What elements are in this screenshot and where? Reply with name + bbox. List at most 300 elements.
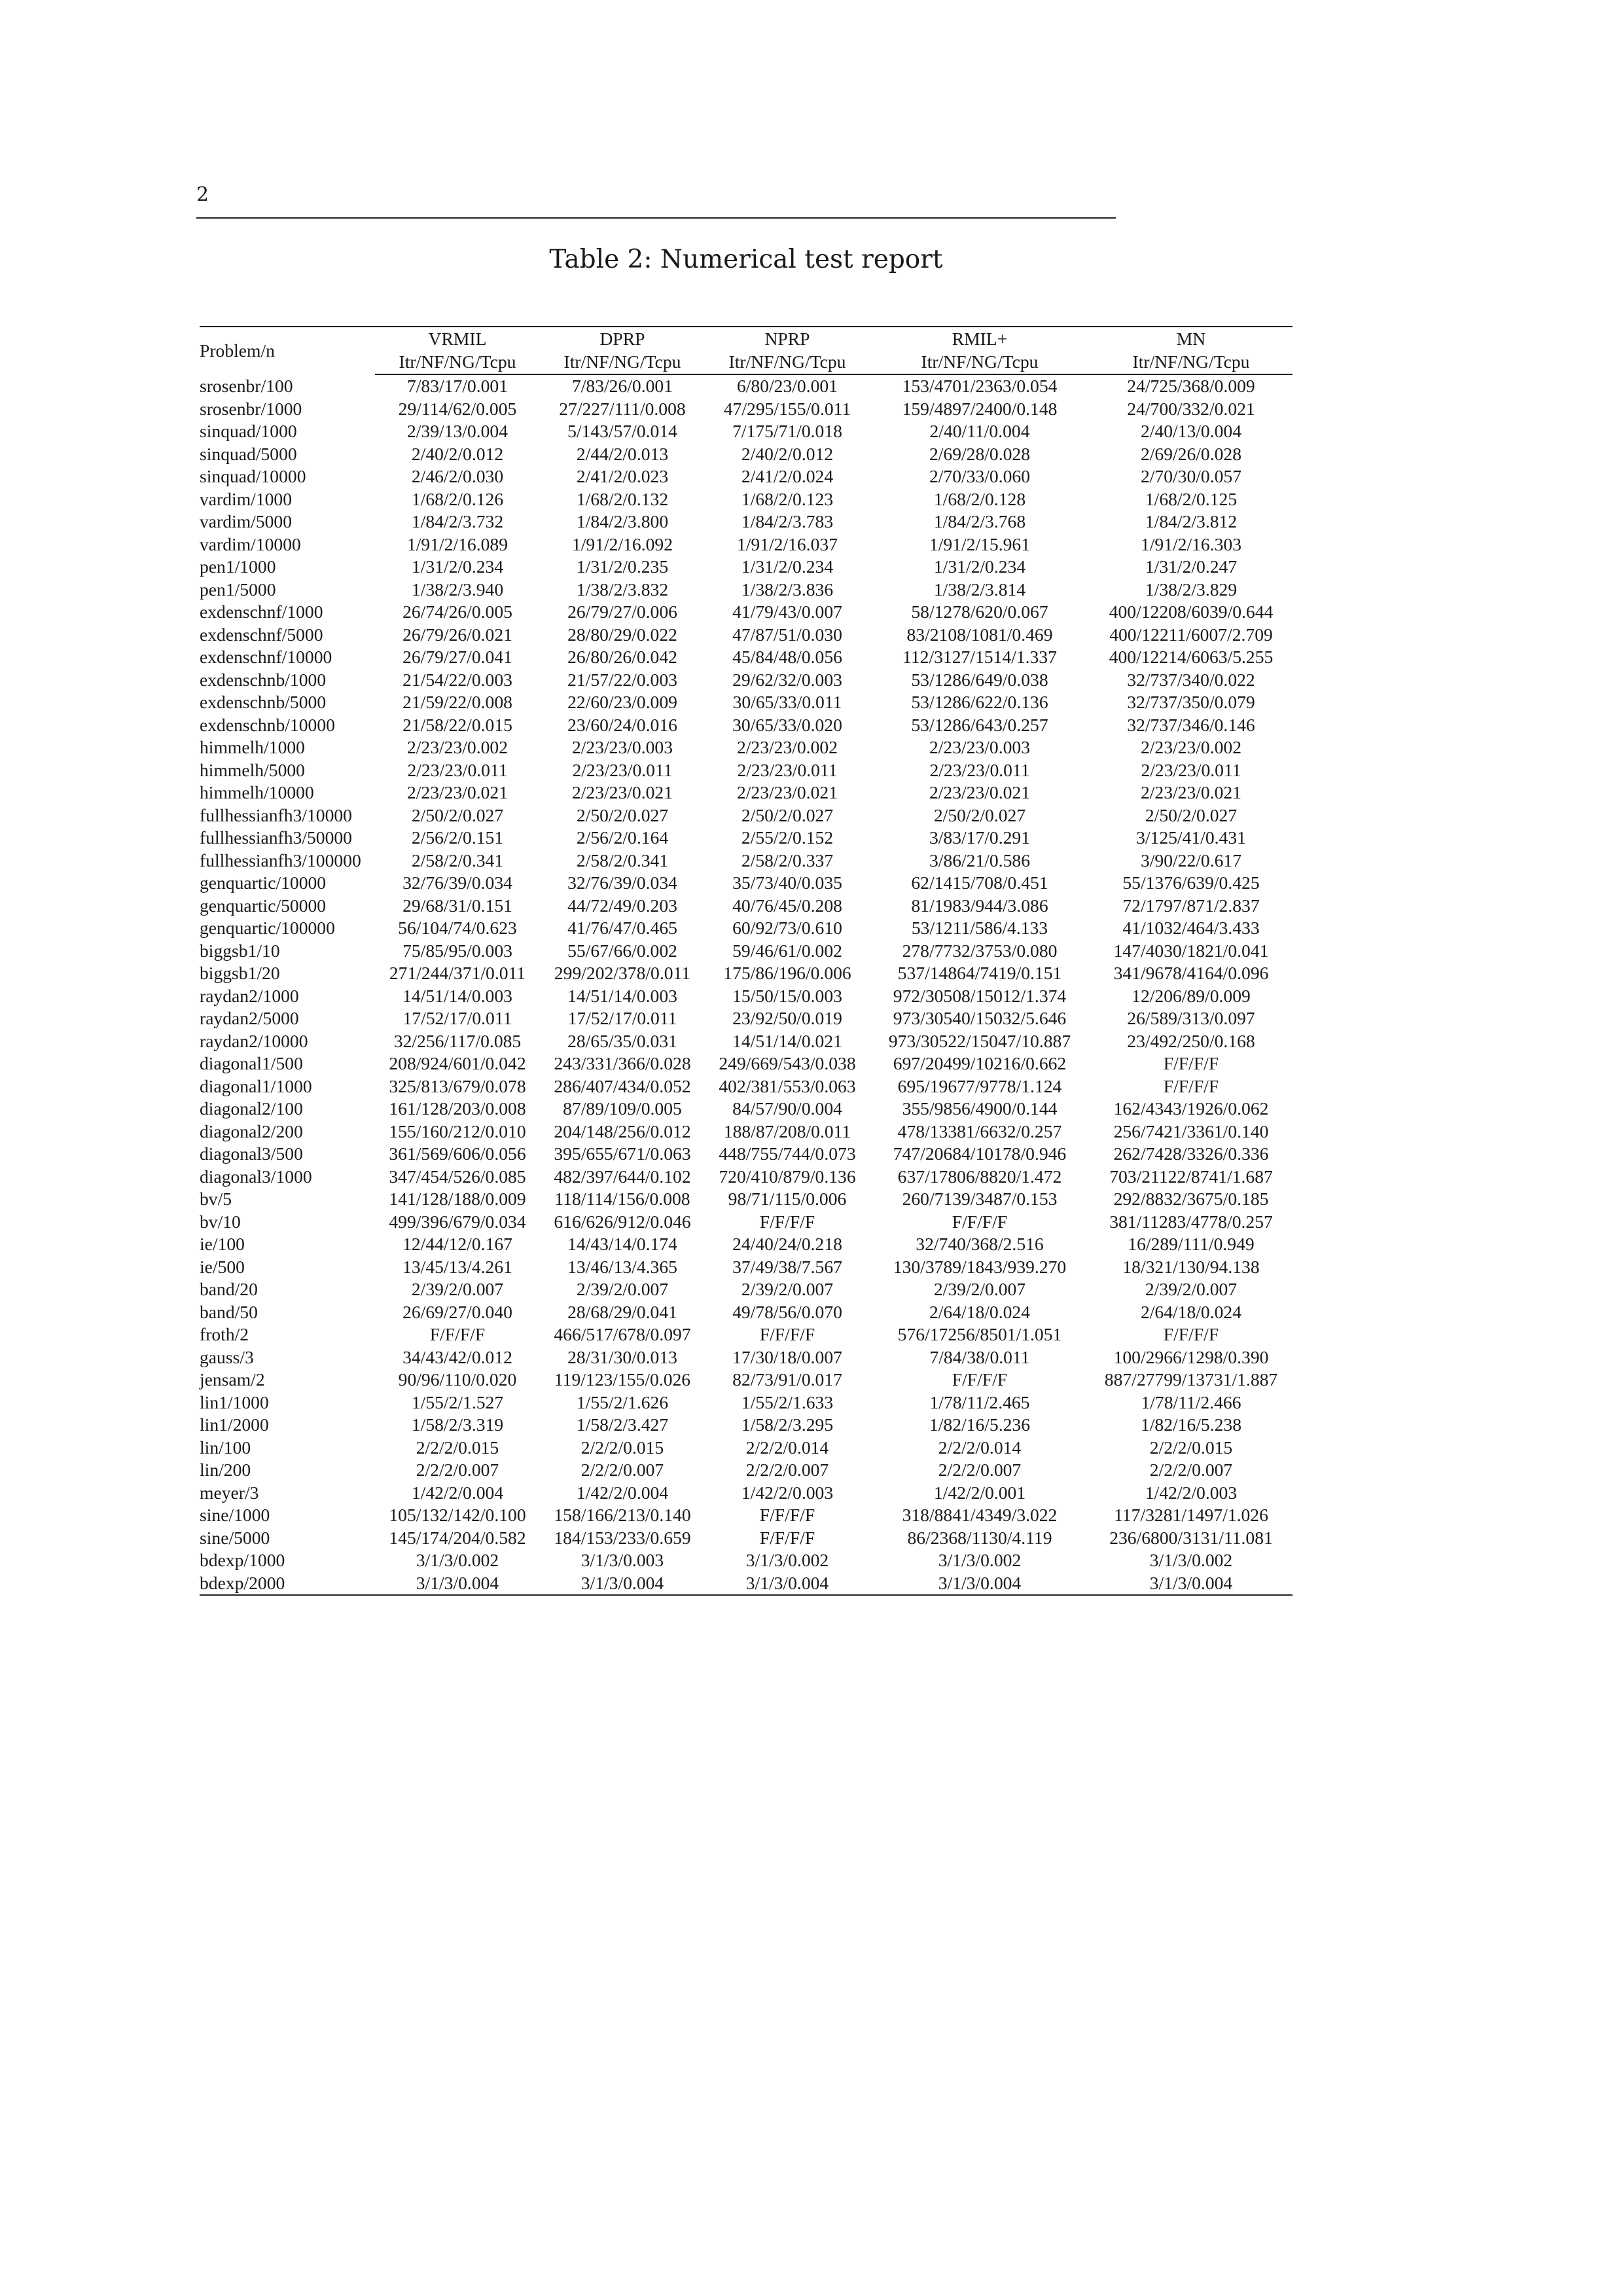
table-row bbox=[200, 1414, 1293, 1437]
result-cell: 55/1376/639/0.425 bbox=[1122, 872, 1260, 893]
result-cell: 2/40/13/0.004 bbox=[1140, 421, 1242, 441]
metric-subheader: Itr/NF/NG/Tcpu bbox=[705, 351, 870, 375]
result-cell: 2/64/18/0.024 bbox=[929, 1301, 1031, 1322]
result-cell: 2/70/30/0.057 bbox=[1140, 466, 1242, 486]
page-number: 2 bbox=[196, 183, 209, 206]
method-header-nprp: NPRP bbox=[705, 327, 870, 351]
result-cell: F/F/F/F bbox=[429, 1324, 486, 1344]
result-cell: 1/91/2/16.089 bbox=[406, 533, 508, 554]
result-cell: 60/92/73/0.610 bbox=[732, 918, 842, 938]
result-cell: 1/78/11/2.466 bbox=[1141, 1391, 1241, 1412]
result-cell: 41/79/43/0.007 bbox=[732, 601, 842, 622]
table-row bbox=[200, 1459, 1293, 1482]
result-cell: 3/1/3/0.004 bbox=[375, 1572, 540, 1596]
result-cell: 1/84/2/3.768 bbox=[933, 511, 1026, 531]
result-cell: 402/381/553/0.063 bbox=[719, 1075, 856, 1096]
result-cell: 17/52/17/0.011 bbox=[567, 1008, 677, 1028]
table-row bbox=[200, 465, 1293, 488]
result-cell: 2/2/2/0.007 bbox=[745, 1460, 829, 1480]
result-cell: 2/23/23/0.002 bbox=[736, 737, 838, 757]
result-cell: 53/1286/643/0.257 bbox=[911, 714, 1048, 735]
result-cell: 184/153/233/0.659 bbox=[554, 1527, 691, 1548]
result-cell: 3/1/3/0.004 bbox=[870, 1572, 1090, 1596]
result-cell: 2/58/2/0.337 bbox=[741, 850, 834, 870]
result-cell: 59/46/61/0.002 bbox=[732, 940, 842, 961]
problem-cell: genquartic/100000 bbox=[200, 918, 335, 938]
results-table-wrapper bbox=[200, 326, 1293, 1596]
problem-cell: diagonal1/500 bbox=[200, 1053, 303, 1073]
table-row bbox=[200, 1030, 1293, 1053]
problem-cell: pen1/5000 bbox=[200, 579, 276, 600]
problem-cell: fullhessianfh3/50000 bbox=[200, 827, 352, 848]
result-cell: 697/20499/10216/0.662 bbox=[893, 1053, 1067, 1073]
result-cell: 28/31/30/0.013 bbox=[567, 1346, 677, 1367]
result-cell: 2/23/23/0.011 bbox=[737, 759, 838, 780]
result-cell: 2/40/2/0.012 bbox=[741, 443, 834, 464]
problem-cell: biggsb1/20 bbox=[200, 963, 280, 983]
result-cell: 72/1797/871/2.837 bbox=[1122, 895, 1260, 916]
table-row bbox=[200, 736, 1293, 759]
result-cell: 14/51/14/0.021 bbox=[732, 1030, 842, 1051]
result-cell: 21/57/22/0.003 bbox=[567, 669, 677, 690]
result-cell: 2/2/2/0.015 bbox=[580, 1437, 664, 1458]
result-cell: 395/655/671/0.063 bbox=[554, 1143, 691, 1164]
table-row bbox=[200, 511, 1293, 533]
result-cell: 40/76/45/0.208 bbox=[732, 895, 842, 916]
result-cell: 112/3127/1514/1.337 bbox=[902, 647, 1057, 667]
metric-subheader: Itr/NF/NG/Tcpu bbox=[540, 351, 705, 375]
result-cell: 1/42/2/0.003 bbox=[741, 1482, 834, 1503]
problem-cell: genquartic/10000 bbox=[200, 872, 327, 893]
result-cell: 1/68/2/0.126 bbox=[411, 488, 504, 509]
table-row bbox=[200, 804, 1293, 827]
result-cell: 26/80/26/0.042 bbox=[567, 647, 677, 667]
result-cell: 3/1/3/0.004 bbox=[540, 1572, 705, 1596]
result-cell: 204/148/256/0.012 bbox=[554, 1121, 691, 1141]
result-cell: 26/79/27/0.006 bbox=[567, 601, 677, 622]
result-cell: 14/43/14/0.174 bbox=[567, 1234, 677, 1254]
result-cell: 2/56/2/0.151 bbox=[411, 827, 504, 848]
table-row bbox=[200, 872, 1293, 895]
result-cell: 1/31/2/0.247 bbox=[1145, 556, 1238, 577]
result-cell: 2/23/23/0.011 bbox=[1141, 759, 1241, 780]
result-cell: 1/31/2/0.234 bbox=[411, 556, 504, 577]
result-cell: 616/626/912/0.046 bbox=[554, 1211, 691, 1232]
problem-cell: band/50 bbox=[200, 1301, 258, 1322]
result-cell: 972/30508/15012/1.374 bbox=[893, 985, 1067, 1006]
table-row bbox=[200, 579, 1293, 601]
result-cell: 2/2/2/0.007 bbox=[416, 1460, 499, 1480]
table-row bbox=[200, 1369, 1293, 1391]
result-cell: 118/114/156/0.008 bbox=[554, 1189, 690, 1209]
table-row bbox=[200, 556, 1293, 579]
result-cell: 35/73/40/0.035 bbox=[732, 872, 842, 893]
problem-cell: lin/100 bbox=[200, 1437, 251, 1458]
result-cell: 243/331/366/0.028 bbox=[554, 1053, 691, 1073]
result-cell: 7/83/17/0.001 bbox=[406, 376, 508, 396]
result-cell: 41/76/47/0.465 bbox=[567, 918, 677, 938]
result-cell: F/F/F/F bbox=[759, 1211, 815, 1232]
result-cell: 2/50/2/0.027 bbox=[411, 804, 504, 825]
result-cell: 887/27799/13731/1.887 bbox=[1104, 1369, 1278, 1390]
result-cell: 1/38/2/3.836 bbox=[741, 579, 834, 600]
result-cell: 1/55/2/1.626 bbox=[576, 1391, 669, 1412]
result-cell: 24/725/368/0.009 bbox=[1127, 376, 1255, 396]
table-row bbox=[200, 1256, 1293, 1279]
result-cell: 188/87/208/0.011 bbox=[723, 1121, 851, 1141]
result-cell: 90/96/110/0.020 bbox=[398, 1369, 517, 1390]
table-row bbox=[200, 1007, 1293, 1030]
result-cell: 1/38/2/3.814 bbox=[933, 579, 1026, 600]
problem-column-header: Problem/n bbox=[200, 327, 375, 374]
result-cell: F/F/F/F bbox=[1163, 1053, 1219, 1073]
result-cell: 12/44/12/0.167 bbox=[402, 1234, 512, 1254]
table-row bbox=[200, 985, 1293, 1008]
problem-cell: vardim/10000 bbox=[200, 533, 301, 554]
result-cell: 361/569/606/0.056 bbox=[389, 1143, 526, 1164]
result-cell: 2/2/2/0.015 bbox=[416, 1437, 499, 1458]
result-cell: 2/2/2/0.007 bbox=[938, 1460, 1022, 1480]
result-cell: 448/755/744/0.073 bbox=[719, 1143, 856, 1164]
result-cell: 3/90/22/0.617 bbox=[1140, 850, 1242, 870]
result-cell: 147/4030/1821/0.041 bbox=[1113, 940, 1269, 961]
result-cell: 2/23/23/0.011 bbox=[407, 759, 508, 780]
result-cell: 23/60/24/0.016 bbox=[567, 714, 677, 735]
result-cell: 45/84/48/0.056 bbox=[732, 647, 842, 667]
result-cell: 1/91/2/16.037 bbox=[736, 533, 838, 554]
table-row bbox=[200, 374, 1293, 398]
result-cell: 1/31/2/0.234 bbox=[741, 556, 834, 577]
result-cell: 3/86/21/0.586 bbox=[929, 850, 1031, 870]
result-cell: 2/46/2/0.030 bbox=[411, 466, 504, 486]
result-cell: 62/1415/708/0.451 bbox=[911, 872, 1048, 893]
result-cell: 1/31/2/0.235 bbox=[576, 556, 669, 577]
table-row bbox=[200, 624, 1293, 647]
result-cell: 32/740/368/2.516 bbox=[916, 1234, 1044, 1254]
result-cell: 3/83/17/0.291 bbox=[929, 827, 1031, 848]
table-row bbox=[200, 714, 1293, 737]
metric-subheader: Itr/NF/NG/Tcpu bbox=[375, 351, 540, 375]
result-cell: 2/64/18/0.024 bbox=[1140, 1301, 1242, 1322]
result-cell: 32/737/340/0.022 bbox=[1127, 669, 1255, 690]
result-cell: 2/39/2/0.007 bbox=[576, 1279, 669, 1299]
table-head bbox=[200, 327, 1293, 374]
problem-cell: exdenschnb/10000 bbox=[200, 714, 335, 735]
result-cell: 29/62/32/0.003 bbox=[732, 669, 842, 690]
table-row bbox=[200, 827, 1293, 850]
problem-cell: gauss/3 bbox=[200, 1346, 254, 1367]
result-cell: 355/9856/4900/0.144 bbox=[902, 1098, 1058, 1119]
table-row bbox=[200, 1233, 1293, 1256]
problem-cell: diagonal3/500 bbox=[200, 1143, 303, 1164]
table-row bbox=[200, 1121, 1293, 1143]
table-row bbox=[200, 646, 1293, 669]
problem-cell: vardim/1000 bbox=[200, 488, 293, 509]
method-header-dprp: DPRP bbox=[540, 327, 705, 351]
table-row bbox=[200, 420, 1293, 443]
result-cell: 2/23/23/0.011 bbox=[572, 759, 673, 780]
result-cell: 381/11283/4778/0.257 bbox=[1109, 1211, 1273, 1232]
result-cell: 105/132/142/0.100 bbox=[389, 1505, 526, 1525]
result-cell: 1/84/2/3.812 bbox=[1145, 511, 1238, 531]
problem-cell: diagonal1/1000 bbox=[200, 1075, 312, 1096]
result-cell: 703/21122/8741/1.687 bbox=[1109, 1166, 1273, 1187]
problem-cell: ie/500 bbox=[200, 1256, 245, 1277]
problem-cell: fullhessianfh3/100000 bbox=[200, 850, 361, 870]
result-cell: 2/23/23/0.002 bbox=[1140, 737, 1242, 757]
table-row bbox=[200, 488, 1293, 511]
result-cell: 30/65/33/0.020 bbox=[732, 714, 842, 735]
result-cell: 2/39/2/0.007 bbox=[1145, 1279, 1238, 1299]
table-row bbox=[200, 601, 1293, 624]
result-cell: 347/454/526/0.085 bbox=[389, 1166, 526, 1187]
result-cell: 341/9678/4164/0.096 bbox=[1113, 963, 1269, 983]
result-cell: 292/8832/3675/0.185 bbox=[1113, 1189, 1269, 1209]
result-cell: 16/289/111/0.949 bbox=[1128, 1234, 1255, 1254]
result-cell: 27/227/111/0.008 bbox=[559, 398, 686, 419]
result-cell: 117/3281/1497/1.026 bbox=[1114, 1505, 1268, 1525]
problem-cell: sine/5000 bbox=[200, 1527, 270, 1548]
result-cell: 2/2/2/0.007 bbox=[580, 1460, 664, 1480]
problem-cell: himmelh/5000 bbox=[200, 759, 305, 780]
result-cell: 30/65/33/0.011 bbox=[732, 692, 842, 712]
result-cell: 98/71/115/0.006 bbox=[728, 1189, 847, 1209]
result-cell: 747/20684/10178/0.946 bbox=[893, 1143, 1067, 1164]
result-cell: 1/68/2/0.132 bbox=[576, 488, 669, 509]
result-cell: 260/7139/3487/0.153 bbox=[902, 1189, 1058, 1209]
result-cell: 466/517/678/0.097 bbox=[554, 1324, 691, 1344]
problem-cell: bdexp/2000 bbox=[200, 1572, 375, 1596]
table-row bbox=[200, 850, 1293, 872]
result-cell: 26/69/27/0.040 bbox=[402, 1301, 512, 1322]
table-row bbox=[200, 781, 1293, 804]
result-cell: 24/40/24/0.218 bbox=[732, 1234, 842, 1254]
result-cell: 973/30540/15032/5.646 bbox=[893, 1008, 1067, 1028]
result-cell: 1/68/2/0.123 bbox=[741, 488, 834, 509]
result-cell: 2/2/2/0.015 bbox=[1149, 1437, 1233, 1458]
result-cell: 155/160/212/0.010 bbox=[389, 1121, 526, 1141]
result-cell: 22/60/23/0.009 bbox=[567, 692, 677, 712]
result-cell: 478/13381/6632/0.257 bbox=[897, 1121, 1062, 1141]
table-body bbox=[200, 374, 1293, 1595]
result-cell: F/F/F/F bbox=[1163, 1324, 1219, 1344]
problem-cell: bv/10 bbox=[200, 1211, 241, 1232]
result-cell: 576/17256/8501/1.051 bbox=[897, 1324, 1062, 1344]
result-cell: 53/1286/622/0.136 bbox=[911, 692, 1048, 712]
result-cell: 2/39/13/0.004 bbox=[406, 421, 508, 441]
result-cell: 400/12211/6007/2.709 bbox=[1109, 624, 1273, 645]
table-row bbox=[200, 443, 1293, 466]
result-cell: F/F/F/F bbox=[759, 1527, 815, 1548]
result-cell: F/F/F/F bbox=[759, 1505, 815, 1525]
problem-cell: himmelh/1000 bbox=[200, 737, 305, 757]
result-cell: 1/55/2/1.527 bbox=[411, 1391, 504, 1412]
results-table bbox=[200, 326, 1293, 1596]
result-cell: 2/2/2/0.014 bbox=[938, 1437, 1022, 1458]
result-cell: 1/38/2/3.832 bbox=[576, 579, 669, 600]
problem-cell: band/20 bbox=[200, 1279, 258, 1299]
result-cell: 53/1211/586/4.133 bbox=[911, 918, 1048, 938]
result-cell: 32/737/346/0.146 bbox=[1127, 714, 1255, 735]
table-row bbox=[200, 1437, 1293, 1460]
result-cell: 158/166/213/0.140 bbox=[554, 1505, 691, 1525]
result-cell: 1/84/2/3.783 bbox=[741, 511, 834, 531]
problem-cell: bv/5 bbox=[200, 1189, 232, 1209]
result-cell: 1/42/2/0.003 bbox=[1145, 1482, 1238, 1503]
result-cell: 13/45/13/4.261 bbox=[402, 1256, 512, 1277]
result-cell: 2/23/23/0.002 bbox=[406, 737, 508, 757]
result-cell: 1/31/2/0.234 bbox=[933, 556, 1026, 577]
result-cell: 49/78/56/0.070 bbox=[732, 1301, 842, 1322]
result-cell: 14/51/14/0.003 bbox=[402, 985, 512, 1006]
result-cell: 7/175/71/0.018 bbox=[732, 421, 842, 441]
result-cell: 1/42/2/0.004 bbox=[576, 1482, 669, 1503]
result-cell: 2/39/2/0.007 bbox=[933, 1279, 1026, 1299]
result-cell: 81/1983/944/3.086 bbox=[911, 895, 1048, 916]
table-row bbox=[200, 1504, 1293, 1527]
result-cell: 23/492/250/0.168 bbox=[1127, 1030, 1255, 1051]
table-row bbox=[200, 669, 1293, 692]
result-cell: 17/52/17/0.011 bbox=[402, 1008, 512, 1028]
result-cell: 299/202/378/0.011 bbox=[554, 963, 691, 983]
result-cell: 87/89/109/0.005 bbox=[563, 1098, 682, 1119]
result-cell: 32/256/117/0.085 bbox=[393, 1030, 522, 1051]
problem-cell: himmelh/10000 bbox=[200, 782, 314, 802]
table-row bbox=[200, 1278, 1293, 1301]
problem-cell: srosenbr/100 bbox=[200, 375, 293, 396]
result-cell: 1/58/2/3.319 bbox=[411, 1414, 504, 1435]
result-cell: 161/128/203/0.008 bbox=[389, 1098, 526, 1119]
result-cell: 973/30522/15047/10.887 bbox=[888, 1030, 1071, 1051]
result-cell: 86/2368/1130/4.119 bbox=[907, 1527, 1052, 1548]
problem-cell: lin1/1000 bbox=[200, 1391, 269, 1412]
problem-cell: meyer/3 bbox=[200, 1482, 259, 1503]
result-cell: 47/295/155/0.011 bbox=[723, 398, 851, 419]
result-cell: 400/12208/6039/0.644 bbox=[1109, 601, 1274, 622]
result-cell: 1/78/11/2.465 bbox=[929, 1391, 1030, 1412]
method-header-row bbox=[200, 327, 1293, 351]
result-cell: 256/7421/3361/0.140 bbox=[1113, 1121, 1269, 1141]
problem-cell: fullhessianfh3/10000 bbox=[200, 804, 352, 825]
result-cell: 37/49/38/7.567 bbox=[732, 1256, 842, 1277]
table-row bbox=[200, 1323, 1293, 1346]
result-cell: F/F/F/F bbox=[952, 1211, 1008, 1232]
result-cell: 44/72/49/0.203 bbox=[567, 895, 677, 916]
table-row bbox=[200, 691, 1293, 714]
table-row bbox=[200, 1052, 1293, 1075]
result-cell: 695/19677/9778/1.124 bbox=[897, 1075, 1062, 1096]
result-cell: 7/83/26/0.001 bbox=[571, 376, 673, 396]
result-cell: 1/58/2/3.427 bbox=[576, 1414, 669, 1435]
result-cell: 2/40/2/0.012 bbox=[411, 443, 504, 464]
result-cell: 24/700/332/0.021 bbox=[1127, 398, 1255, 419]
result-cell: 262/7428/3326/0.336 bbox=[1113, 1143, 1269, 1164]
problem-cell: diagonal2/100 bbox=[200, 1098, 303, 1119]
result-cell: 75/85/95/0.003 bbox=[402, 940, 512, 961]
result-cell: 1/84/2/3.732 bbox=[411, 511, 504, 531]
result-cell: 2/69/26/0.028 bbox=[1140, 443, 1242, 464]
result-cell: 21/59/22/0.008 bbox=[402, 692, 512, 712]
result-cell: 3/1/3/0.002 bbox=[1149, 1550, 1233, 1570]
result-cell: 271/244/371/0.011 bbox=[389, 963, 526, 983]
table-row bbox=[200, 895, 1293, 918]
result-cell: 2/23/23/0.003 bbox=[929, 737, 1031, 757]
result-cell: 83/2108/1081/0.469 bbox=[906, 624, 1053, 645]
problem-cell: ie/100 bbox=[200, 1234, 245, 1254]
result-cell: 720/410/879/0.136 bbox=[719, 1166, 856, 1187]
result-cell: 2/50/2/0.027 bbox=[933, 804, 1026, 825]
result-cell: 6/80/23/0.001 bbox=[736, 376, 838, 396]
table-row bbox=[200, 1346, 1293, 1369]
result-cell: 318/8841/4349/3.022 bbox=[902, 1505, 1058, 1525]
result-cell: 1/84/2/3.800 bbox=[576, 511, 669, 531]
table-row bbox=[200, 533, 1293, 556]
result-cell: 1/38/2/3.940 bbox=[411, 579, 504, 600]
result-cell: 175/86/196/0.006 bbox=[723, 963, 851, 983]
result-cell: 29/68/31/0.151 bbox=[402, 895, 512, 916]
table-row bbox=[200, 1482, 1293, 1505]
method-header-rmil-plus: RMIL+ bbox=[870, 327, 1090, 351]
problem-cell: sinquad/5000 bbox=[200, 443, 297, 464]
result-cell: 2/40/11/0.004 bbox=[929, 421, 1030, 441]
result-cell: 2/50/2/0.027 bbox=[576, 804, 669, 825]
result-cell: 2/50/2/0.027 bbox=[1145, 804, 1238, 825]
result-cell: 208/924/601/0.042 bbox=[389, 1053, 526, 1073]
result-cell: 55/67/66/0.002 bbox=[567, 940, 677, 961]
result-cell: 2/58/2/0.341 bbox=[411, 850, 504, 870]
problem-cell: vardim/5000 bbox=[200, 511, 293, 531]
header-rule bbox=[196, 217, 1116, 219]
table-row bbox=[200, 962, 1293, 985]
result-cell: 2/56/2/0.164 bbox=[576, 827, 669, 848]
result-cell: 1/91/2/16.092 bbox=[571, 533, 673, 554]
result-cell: 249/669/543/0.038 bbox=[719, 1053, 856, 1073]
result-cell: 28/68/29/0.041 bbox=[567, 1301, 677, 1322]
result-cell: 141/128/188/0.009 bbox=[389, 1189, 526, 1209]
table-row bbox=[200, 759, 1293, 782]
problem-cell: jensam/2 bbox=[200, 1369, 265, 1390]
metric-subheader: Itr/NF/NG/Tcpu bbox=[870, 351, 1090, 375]
problem-cell: raydan2/5000 bbox=[200, 1008, 299, 1028]
result-cell: 5/143/57/0.014 bbox=[567, 421, 677, 441]
result-cell: 26/589/313/0.097 bbox=[1127, 1008, 1255, 1028]
result-cell: 2/58/2/0.341 bbox=[576, 850, 669, 870]
problem-cell: lin/200 bbox=[200, 1460, 251, 1480]
result-cell: 153/4701/2363/0.054 bbox=[902, 376, 1058, 396]
result-cell: 23/92/50/0.019 bbox=[732, 1008, 842, 1028]
result-cell: 1/68/2/0.125 bbox=[1145, 488, 1238, 509]
result-cell: 34/43/42/0.012 bbox=[402, 1346, 512, 1367]
result-cell: 32/76/39/0.034 bbox=[402, 872, 512, 893]
result-cell: 26/74/26/0.005 bbox=[402, 601, 512, 622]
result-cell: 41/1032/464/3.433 bbox=[1122, 918, 1260, 938]
result-cell: 58/1278/620/0.067 bbox=[911, 601, 1048, 622]
result-cell: 1/82/16/5.236 bbox=[929, 1414, 1031, 1435]
result-cell: 21/54/22/0.003 bbox=[402, 669, 512, 690]
table-row bbox=[200, 1301, 1293, 1324]
problem-cell: raydan2/1000 bbox=[200, 985, 299, 1006]
table-row bbox=[200, 1143, 1293, 1166]
result-cell: 2/23/23/0.003 bbox=[571, 737, 673, 757]
result-cell: 1/82/16/5.238 bbox=[1140, 1414, 1242, 1435]
table-row bbox=[200, 1211, 1293, 1234]
table-row bbox=[200, 1391, 1293, 1414]
result-cell: 29/114/62/0.005 bbox=[398, 398, 517, 419]
table-row bbox=[200, 917, 1293, 940]
result-cell: 3/1/3/0.002 bbox=[938, 1550, 1022, 1570]
result-cell: 2/39/2/0.007 bbox=[741, 1279, 834, 1299]
problem-cell: froth/2 bbox=[200, 1324, 249, 1344]
